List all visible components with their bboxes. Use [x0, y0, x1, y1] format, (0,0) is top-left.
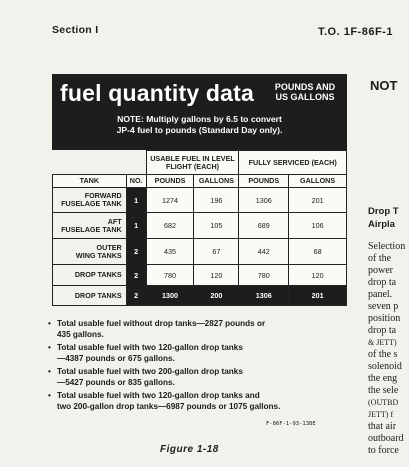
- tank-count: 1: [126, 188, 146, 213]
- fs-pounds: 1306: [239, 286, 289, 306]
- table-corner: [53, 151, 147, 175]
- no-column-header: NO.: [126, 175, 146, 188]
- note-text-line: Total usable fuel with two 120-gallon drop tanks: [57, 343, 243, 352]
- table-row: [53, 286, 347, 306]
- right-column-line: & JETT): [368, 338, 397, 347]
- bullet: •: [48, 367, 51, 376]
- right-column-line: outboard: [368, 433, 404, 444]
- right-column-line: seven p: [368, 301, 399, 312]
- bullet: •: [48, 343, 51, 352]
- fs-gallons: 201: [289, 188, 347, 213]
- table-row: [53, 239, 347, 265]
- lf-gallons: 196: [194, 188, 239, 213]
- table-row: [53, 265, 347, 286]
- fs-gallons: 120: [289, 265, 347, 286]
- right-column-line: the sele: [368, 385, 399, 396]
- fuel-table-container: [52, 150, 347, 306]
- right-column-subhead: Airpla: [368, 219, 395, 230]
- right-column-line: JETT) f: [368, 410, 394, 419]
- lf-pounds-header: POUNDS: [146, 175, 194, 188]
- tank-name: OUTER WING TANKS: [53, 239, 127, 265]
- note-line-1: NOTE: Multiply gallons by 6.5 to convert: [117, 114, 282, 124]
- right-column-heading: NOT: [370, 78, 398, 93]
- fs-gallons: 201: [289, 286, 347, 306]
- right-column-line: Selection: [368, 241, 406, 252]
- bullet: •: [48, 391, 51, 400]
- note-text-line: 435 gallons.: [57, 330, 104, 339]
- fs-pounds: 689: [239, 213, 289, 239]
- bullet: •: [48, 319, 51, 328]
- note-text-line: Total usable fuel with two 200-gallon drop tanks: [57, 367, 243, 376]
- note-text-line: —5427 pounds or 835 gallons.: [57, 378, 175, 387]
- lf-pounds: 1300: [146, 286, 194, 306]
- lf-pounds: 682: [146, 213, 194, 239]
- right-column-line: that air: [368, 421, 397, 432]
- right-column-line: position: [368, 313, 401, 324]
- note-text-line: Total usable fuel with two 120-gallon drop tanks and: [57, 391, 260, 400]
- tank-count: 1: [126, 213, 146, 239]
- fuel-data-banner: [52, 74, 347, 150]
- figure-caption: Figure 1-18: [160, 444, 219, 455]
- conversion-note: [52, 114, 347, 136]
- tank-name: DROP TANKS: [53, 265, 127, 286]
- units-line-2: US GALLONS: [275, 92, 335, 102]
- fs-pounds: 780: [239, 265, 289, 286]
- lf-gallons-header: GALLONS: [194, 175, 239, 188]
- note-item: [48, 318, 348, 340]
- tank-column-header: TANK: [53, 175, 127, 188]
- units-line-1: POUNDS AND: [274, 82, 336, 92]
- note-text-line: two 200-gallon drop tanks—6987 pounds or 1075 gallons.: [57, 402, 281, 411]
- tank-count: 2: [126, 239, 146, 265]
- fs-pounds: 442: [239, 239, 289, 265]
- right-column-line: drop ta: [368, 277, 397, 288]
- lf-pounds: 435: [146, 239, 194, 265]
- tank-count: 2: [126, 286, 146, 306]
- note-line-2: JP-4 fuel to pounds (Standard Day only).: [116, 125, 283, 135]
- fs-pounds: 1306: [239, 188, 289, 213]
- fs-gallons: 106: [289, 213, 347, 239]
- right-column-subhead: Drop T: [368, 206, 399, 217]
- section-label: Section I: [52, 24, 99, 36]
- fs-gallons-header: GALLONS: [289, 175, 347, 188]
- right-column-line: power: [368, 265, 393, 276]
- note-item: [48, 390, 348, 412]
- lf-pounds: 780: [146, 265, 194, 286]
- table-row: [53, 213, 347, 239]
- illustration-ref-code: F-86F-1-93-138E: [266, 421, 316, 427]
- banner-title: fuel quantity data: [60, 80, 255, 106]
- tank-count: 2: [126, 265, 146, 286]
- right-column-line: the eng: [368, 373, 398, 384]
- lf-gallons: 105: [194, 213, 239, 239]
- table-row: [53, 188, 347, 213]
- fuel-quantity-table: [52, 150, 347, 306]
- right-column-line: to force: [368, 445, 399, 456]
- level-flight-header: USABLE FUEL IN LEVEL FLIGHT (EACH): [146, 151, 239, 175]
- lf-gallons: 120: [194, 265, 239, 286]
- right-column-line: of the: [368, 253, 392, 264]
- right-column-line: solenoid: [368, 361, 402, 372]
- fuel-totals-notes: [48, 318, 348, 414]
- lf-pounds: 1274: [146, 188, 194, 213]
- note-text-line: —4387 pounds or 675 gallons.: [57, 354, 175, 363]
- right-column-line: panel.: [368, 289, 393, 300]
- lf-gallons: 67: [194, 239, 239, 265]
- fs-gallons: 68: [289, 239, 347, 265]
- right-column-line: drop ta: [368, 325, 397, 336]
- doc-number: T.O. 1F-86F-1: [318, 26, 393, 38]
- tank-name: AFT FUSELAGE TANK: [53, 213, 127, 239]
- tank-name: FORWARD FUSELAGE TANK: [53, 188, 127, 213]
- tank-name: DROP TANKS: [53, 286, 127, 306]
- fs-pounds-header: POUNDS: [239, 175, 289, 188]
- note-item: [48, 342, 348, 364]
- note-text-line: Total usable fuel without drop tanks—2827 pounds or: [57, 319, 266, 328]
- right-column-line: of the s: [368, 349, 398, 360]
- fully-serviced-header: FULLY SERVICED (EACH): [239, 151, 347, 175]
- banner-units: [266, 82, 344, 102]
- note-item: [48, 366, 348, 388]
- lf-gallons: 200: [194, 286, 239, 306]
- right-column-line: (OUTBD: [368, 398, 399, 407]
